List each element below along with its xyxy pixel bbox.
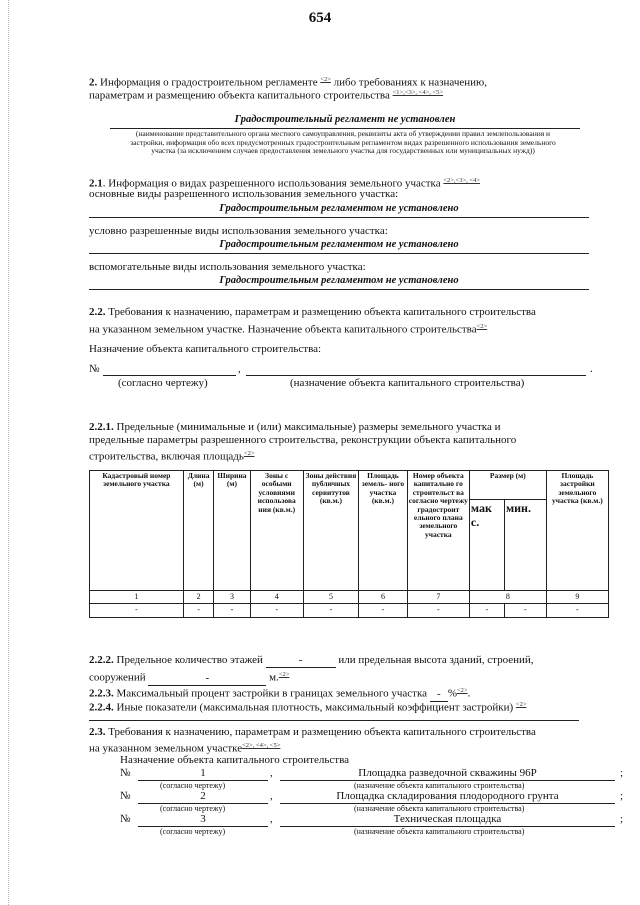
header-servitude-zones: Зоны действия публичных сервитутов (кв.м.) — [303, 471, 358, 591]
table-header-row — [90, 471, 609, 500]
purpose-label: Назначение объекта капитального строительства: — [89, 343, 322, 355]
other-indicators-line — [89, 720, 579, 721]
auxiliary-uses-label: вспомогательные виды использования земельного участка: — [89, 261, 366, 273]
object-2-name: Площадка складирования плодородного грунта — [336, 790, 559, 802]
header-cadastral: Кадастровый номер земельного участка — [90, 471, 184, 591]
regulation-caption: (наименование представительного органа местного самоуправления, реквизиты акта об утверждении правил землепользования и застройки, информация обо всех предусмотренных градостроительным регламентом видах разрешенного использования земельного участка (за исключением случаев предоставления земельного участка для государственных или муниципальных нужд)) — [130, 129, 556, 156]
section-2-line2-text: параметрам и размещению объекта капитального строительства — [89, 89, 393, 102]
section-2-2-line2 — [89, 320, 614, 337]
purpose-caption: (назначение объекта капитального строительства) — [290, 377, 525, 389]
table-cell: 3 — [214, 591, 250, 604]
table-cell: 5 — [303, 591, 358, 604]
header-size: Размер (м) — [469, 471, 546, 500]
header-length: Длина (м) — [183, 471, 214, 591]
purpose-line — [246, 375, 586, 376]
object-2-no-label: № — [120, 790, 131, 802]
conditional-uses-value: Градостроительным регламентом не установлено — [219, 239, 459, 250]
section-2-text-cont: либо требованиях к назначению, — [330, 76, 488, 89]
footnote-ref: <2> — [456, 687, 468, 694]
object-3-name: Техническая площадка — [393, 813, 502, 825]
comma: , — [270, 767, 273, 779]
table-row — [90, 604, 609, 618]
left-margin-dots — [8, 0, 11, 905]
comma: , — [270, 790, 273, 802]
section-2-2-4-text: Иные показатели (максимальная плотность, максимальный коэффициент застройки) — [113, 701, 516, 714]
object-2-number: 2 — [200, 790, 206, 802]
section-2-2-1-text: Предельные (минимальные и (или) максимальные) размеры земельного участка и — [113, 421, 501, 433]
section-2-2-3-number: 2.2.3. — [89, 687, 114, 700]
auxiliary-uses-value: Градостроительным регламентом не установлено — [219, 275, 459, 286]
section-2-2-2-line1 — [89, 654, 614, 668]
table-cell: - — [407, 604, 469, 618]
footnote-ref: <2> — [515, 701, 527, 708]
table-cell: - — [303, 604, 358, 618]
percent-sign: % — [447, 687, 457, 700]
section-2-2-1-line3 — [89, 447, 614, 464]
footnote-ref: <2> — [476, 323, 488, 330]
building-percent-value: - — [430, 688, 448, 702]
table-cell: 4 — [250, 591, 303, 604]
height-value: - — [148, 672, 266, 686]
section-2-1-text: . Информация о видах разрешенного использования земельного участка — [102, 177, 444, 190]
object-1-number: 1 — [200, 767, 206, 779]
object-3-purpose-caption: (назначение объекта капитального строительства) — [354, 827, 525, 836]
object-2-drawing-caption: (согласно чертежу) — [160, 804, 226, 813]
section-2-2-2-number: 2.2.2. — [89, 654, 114, 666]
table-cell: - — [504, 604, 546, 618]
table-cell: - — [359, 604, 408, 618]
table-cell: 1 — [90, 591, 184, 604]
footnote-refs: <1>,<3>, <4>, <5> — [392, 89, 444, 96]
table-cell: - — [250, 604, 303, 618]
section-2-2-text: Требования к назначению, параметрам и размещению объекта капитального строительства — [105, 306, 536, 318]
section-2-2-3-text: Максимальный процент застройки в границах земельного участка — [113, 687, 430, 700]
footnote-ref: <2> — [278, 671, 290, 678]
section-2-2-line2-text: на указанном земельном участке. Назначение объекта капитального строительства — [89, 323, 477, 336]
table-number-row — [90, 591, 609, 604]
section-2-2-1-line1 — [89, 421, 614, 434]
table-cell: 2 — [183, 591, 214, 604]
section-2-3-line2-text: на указанном земельном участке — [89, 742, 243, 755]
parameters-table — [89, 470, 609, 618]
header-width: Ширина (м) — [214, 471, 250, 591]
table-cell: 6 — [359, 591, 408, 604]
section-2-2-number: 2.2. — [89, 306, 106, 318]
structures-label: сооружений — [89, 671, 149, 684]
section-2-line2 — [89, 86, 614, 103]
objects-purpose-label: Назначение объекта капитального строительства — [120, 754, 350, 766]
regulation-value: Градостроительный регламент не установлен — [234, 114, 456, 125]
section-2-2-2-or: или предельная высота зданий, строений, — [335, 654, 534, 666]
section-2-2-2-text: Предельное количество этажей — [113, 654, 266, 666]
section-2-3-number: 2.3. — [89, 726, 106, 738]
section-2-2-4-number: 2.2.4. — [89, 701, 114, 714]
number-sign: № — [89, 363, 100, 375]
page-number: 654 — [308, 10, 332, 26]
header-plot-area: Площадь земель- ного участка (кв.м.) — [359, 471, 408, 591]
object-3-drawing-caption: (согласно чертежу) — [160, 827, 226, 836]
height-unit: м. — [266, 671, 279, 684]
comma: , — [238, 363, 241, 375]
auxiliary-uses-underline — [89, 289, 589, 290]
period: . — [467, 687, 471, 700]
object-1-no-label: № — [120, 767, 131, 779]
main-uses-value: Градостроительным регламентом не установлено — [219, 203, 459, 214]
conditional-uses-underline — [89, 253, 589, 254]
comma: , — [270, 813, 273, 825]
section-2-2-2-line2 — [89, 668, 614, 686]
table-cell: - — [469, 604, 504, 618]
section-2-2-4 — [89, 698, 619, 715]
object-1-drawing-caption: (согласно чертежу) — [160, 781, 226, 790]
table-cell: 9 — [546, 591, 608, 604]
section-2-text: Информация о градостроительном регламенте — [97, 76, 321, 89]
section-2-2-1-line2: предельные параметры разрешенного строительства, реконструкции объекта капитального — [89, 434, 517, 446]
header-special-zones: Зоны с особыми условиями использова ния (кв.м.) — [250, 471, 303, 591]
object-3-no-label: № — [120, 813, 131, 825]
footnote-refs: <2>, <4>, <5> — [242, 742, 281, 749]
footnote-ref: <2> — [243, 450, 255, 457]
object-3-number: 3 — [200, 813, 206, 825]
footnote-ref: <2> — [320, 76, 331, 83]
header-object-number: Номер объекта капитально го строительст ва согласно чертежу градостроит ельного плана земельного участка — [407, 471, 469, 591]
table-cell: - — [214, 604, 250, 618]
footnote-refs: <2>,<3>, <4> — [443, 177, 480, 184]
table-cell: - — [546, 604, 608, 618]
section-2-1-number: 2.1 — [89, 177, 103, 190]
section-2-2-1-line3-text: строительства, включая площадь — [89, 450, 244, 463]
header-building-area: Площадь застройки земельного участка (кв.м.) — [546, 471, 608, 591]
object-2-purpose-caption: (назначение объекта капитального строительства) — [354, 804, 525, 813]
table-cell: - — [90, 604, 184, 618]
floors-value: - — [266, 654, 336, 668]
header-size-min: мин. — [504, 500, 546, 591]
table-cell: - — [183, 604, 214, 618]
table-cell: 8 — [469, 591, 546, 604]
object-1-name: Площадка разведочной скважины 96Р — [358, 767, 537, 779]
header-size-max: мак с. — [469, 500, 504, 591]
section-2-2-1-number: 2.2.1. — [89, 421, 114, 433]
section-2-3-text: Требования к назначению, параметрам и размещению объекта капитального строительства — [105, 726, 536, 738]
object-1-end: ; — [620, 767, 624, 779]
object-1-purpose-caption: (назначение объекта капитального строительства) — [354, 781, 525, 790]
section-2-number: 2. — [89, 76, 98, 89]
section-2-3-line1 — [89, 726, 619, 739]
main-uses-underline — [89, 217, 589, 218]
drawing-number-line — [103, 375, 236, 376]
object-3-end: ; — [620, 813, 624, 825]
table-cell: 7 — [407, 591, 469, 604]
period: . — [590, 363, 593, 375]
conditional-uses-label: условно разрешенные виды использования земельного участка: — [89, 225, 388, 237]
section-2-2-line1 — [89, 306, 614, 319]
object-2-end: ; — [620, 790, 624, 802]
main-uses-label: основные виды разрешенного использования земельного участка: — [89, 188, 399, 200]
drawing-caption: (согласно чертежу) — [118, 377, 208, 389]
